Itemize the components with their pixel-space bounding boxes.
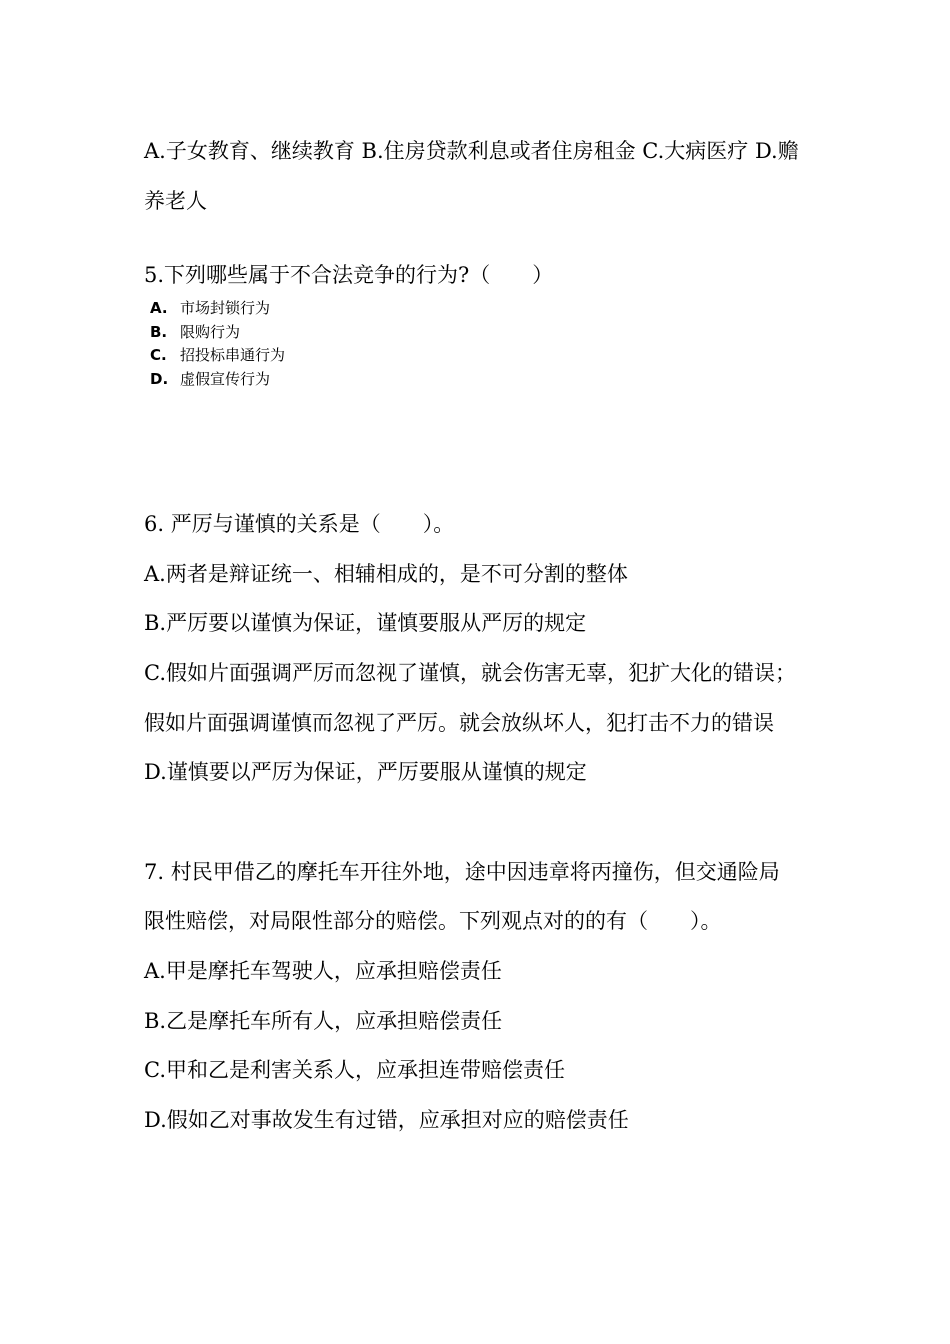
q6-option-d: D.谨慎要以严厉为保证，严厉要服从谨慎的规定 bbox=[144, 760, 587, 784]
q5-option-b bbox=[150, 322, 240, 342]
q5-option-d bbox=[150, 369, 270, 389]
q4-options-line-1: A.子女教育、继续教育 B.住房贷款利息或者住房租金 C.大病医疗 D.赡 bbox=[144, 139, 799, 163]
q5-option-d-text: 虚假宣传行为 bbox=[180, 370, 271, 388]
q5-option-c-letter: C. bbox=[150, 346, 167, 364]
q5-option-d-letter: D. bbox=[150, 370, 169, 388]
q5-stem: 5.下列哪些属于不合法竞争的行为?（ ） bbox=[144, 263, 554, 287]
q6-option-a: A.两者是辩证统一、相辅相成的，是不可分割的整体 bbox=[144, 562, 628, 586]
q6-option-c-line-2: 假如片面强调谨慎而忽视了严厉。就会放纵坏人，犯打击不力的错误 bbox=[144, 711, 774, 735]
q4-options-line-2: 养老人 bbox=[144, 189, 207, 213]
q7-option-d: D.假如乙对事故发生有过错，应承担对应的赔偿责任 bbox=[144, 1108, 629, 1132]
q5-option-a-letter: A. bbox=[150, 299, 168, 317]
q5-option-a-text: 市场封锁行为 bbox=[180, 299, 271, 317]
q5-option-a bbox=[150, 298, 270, 318]
q5-option-b-letter: B. bbox=[150, 323, 168, 341]
q7-option-c: C.甲和乙是利害关系人，应承担连带赔偿责任 bbox=[144, 1058, 565, 1082]
q5-option-c-text: 招投标串通行为 bbox=[180, 346, 286, 364]
q7-stem-line-1: 7. 村民甲借乙的摩托车开往外地，途中因违章将丙撞伤，但交通险局 bbox=[144, 860, 780, 884]
q7-option-b: B.乙是摩托车所有人，应承担赔偿责任 bbox=[144, 1009, 503, 1033]
q7-option-a: A.甲是摩托车驾驶人，应承担赔偿责任 bbox=[144, 959, 502, 983]
q5-option-c bbox=[150, 345, 285, 365]
q6-option-b: B.严厉要以谨慎为保证，谨慎要服从严厉的规定 bbox=[144, 611, 587, 635]
q6-option-c-line-1: C.假如片面强调严厉而忽视了谨慎，就会伤害无辜，犯扩大化的错误； bbox=[144, 661, 796, 685]
q7-stem-line-2: 限性赔偿，对局限性部分的赔偿。下列观点对的的有（ ）。 bbox=[144, 909, 722, 933]
q6-stem: 6. 严厉与谨慎的关系是（ ）。 bbox=[144, 512, 455, 536]
q5-option-b-text: 限购行为 bbox=[180, 323, 241, 341]
